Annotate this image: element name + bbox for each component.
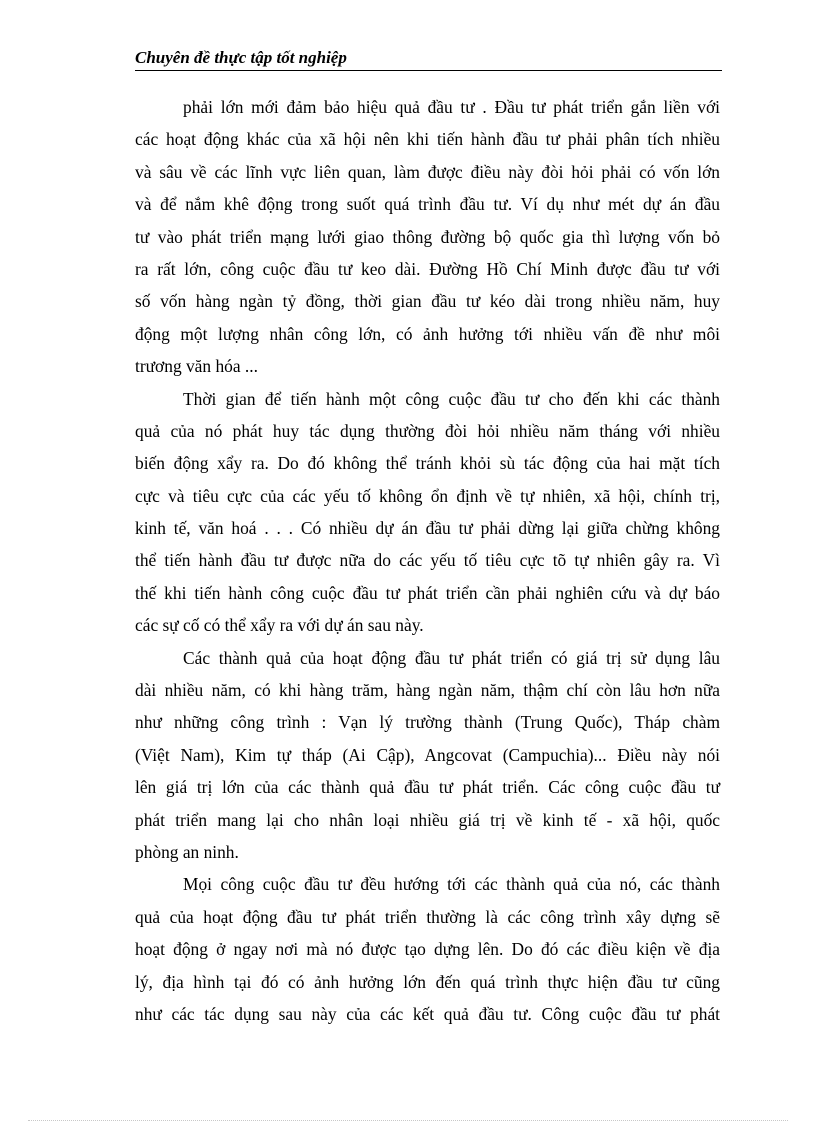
- text-line: (Việt Nam), Kim tự tháp (Ai Cập), Angcovat (Campuchia)... Điều này nói: [135, 744, 720, 765]
- text-line: như những công trình : Vạn lý trường thành (Trung Quốc), Tháp chàm: [135, 712, 720, 733]
- text-line: các sự cố có thể xẩy ra với dự án sau này.: [135, 615, 424, 636]
- text-line: Thời gian để tiến hành một công cuộc đầu tư cho đến khi các thành: [183, 388, 720, 409]
- text-line: và để nắm khê động trong suốt quá trình đầu tư. Ví dụ như mét dự án đầu: [135, 194, 720, 215]
- text-line: thế khi tiến hành công cuộc đầu tư phát triển cần phải nghiên cứu và dự báo: [135, 582, 720, 603]
- text-line: kinh tế, văn hoá . . . Có nhiều dự án đầu tư phải dừng lại giữa chừng không: [135, 518, 720, 539]
- text-line: Các thành quả của hoạt động đầu tư phát triển có giá trị sử dụng lâu: [183, 647, 720, 668]
- page-bottom-border: [28, 1120, 788, 1121]
- document-body: [135, 91, 720, 1030]
- paragraph-1: [135, 91, 720, 383]
- text-line: số vốn hàng ngàn tỷ đồng, thời gian đầu tư kéo dài trong nhiều năm, huy: [135, 291, 720, 312]
- text-line: tư vào phát triển mạng lưới giao thông đường bộ quốc gia thì lượng vốn bỏ: [135, 226, 720, 247]
- paragraph-2: [135, 383, 720, 642]
- paragraph-4: [135, 868, 720, 1030]
- running-header-title: Chuyên đề thực tập tốt nghiệp: [135, 48, 347, 67]
- text-line: Mọi công cuộc đầu tư đều hướng tới các thành quả của nó, các thành: [183, 874, 720, 895]
- text-line: như các tác dụng sau này của các kết quả đầu tư. Công cuộc đầu tư phát: [135, 1003, 720, 1024]
- text-line: lên giá trị lớn của các thành quả đầu tư phát triển. Các công cuộc đầu tư: [135, 777, 720, 798]
- text-line: động một lượng nhân công lớn, có ảnh hưởng tới nhiều vấn đề như môi: [135, 323, 720, 344]
- text-line: ra rất lớn, công cuộc đầu tư keo dài. Đường Hồ Chí Minh được đầu tư với: [135, 258, 720, 279]
- text-line: các hoạt động khác của xã hội nên khi tiến hành đầu tư phải phân tích nhiều: [135, 129, 720, 150]
- text-line: dài nhiều năm, có khi hàng trăm, hàng ngàn năm, thậm chí còn lâu hơn nữa: [135, 680, 720, 701]
- text-line: cực và tiêu cực của các yếu tố không ổn định về tự nhiên, xã hội, chính trị,: [135, 485, 720, 506]
- text-line: biến động xẩy ra. Do đó không thể tránh khỏi sù tác động của hai mặt tích: [135, 453, 720, 474]
- text-line: quả của nó phát huy tác dụng thường đòi hỏi nhiều năm tháng với nhiều: [135, 420, 720, 441]
- text-line: hoạt động ở ngay nơi mà nó được tạo dựng lên. Do đó các điều kiện về địa: [135, 939, 720, 960]
- text-line: phòng an ninh.: [135, 841, 239, 862]
- text-line: trương văn hóa ...: [135, 356, 258, 377]
- text-line: thể tiến hành đầu tư được nữa do các yếu tố tiêu cực tõ tự nhiên gây ra. Vì: [135, 550, 720, 571]
- header-divider: [135, 70, 722, 71]
- text-line: lý, địa hình tại đó có ảnh hưởng lớn đến quá trình thực hiện đầu tư cũng: [135, 971, 720, 992]
- text-line: phát triển mang lại cho nhân loại nhiều giá trị về kinh tế - xã hội, quốc: [135, 809, 720, 830]
- text-line: và sâu về các lĩnh vực liên quan, làm được điều này đòi hỏi phải có vốn lớn: [135, 161, 720, 182]
- text-line: phải lớn mới đảm bảo hiệu quả đầu tư . Đầu tư phát triển gắn liền với: [183, 97, 720, 117]
- paragraph-3: [135, 642, 720, 869]
- text-line: quả của hoạt động đầu tư phát triển thường là các công trình xây dựng sẽ: [135, 906, 720, 927]
